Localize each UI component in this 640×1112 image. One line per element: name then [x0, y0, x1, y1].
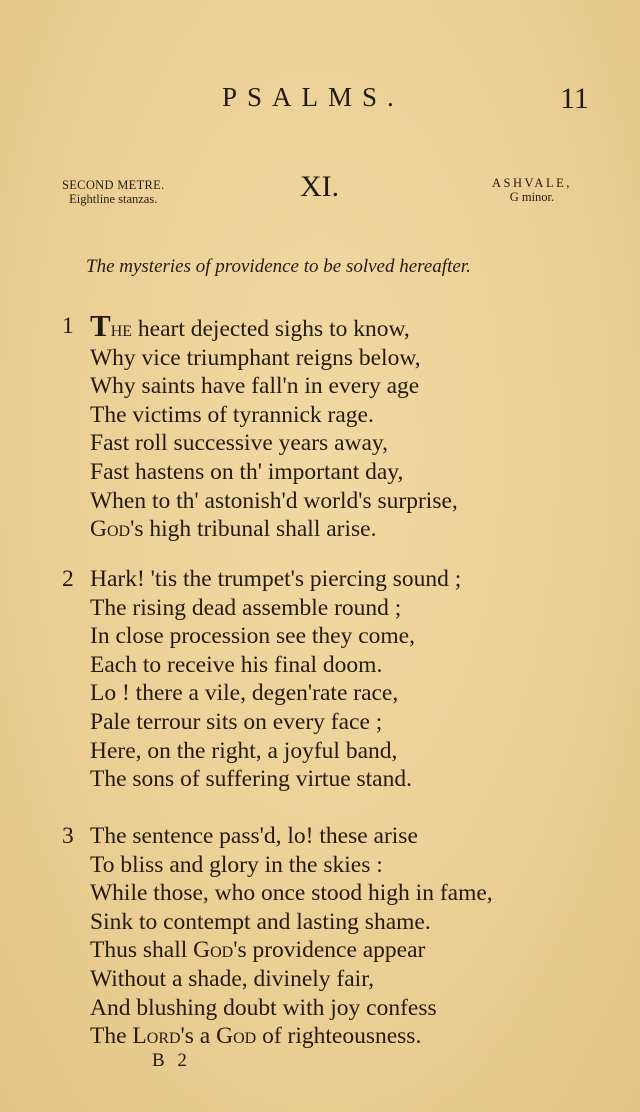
verse-line: In close procession see they come, — [90, 623, 415, 650]
stanza-number: 3 — [62, 823, 74, 849]
verse-line: The Lord's a God of righteousness. — [90, 1023, 422, 1050]
verse-line: Without a shade, divinely fair, — [90, 965, 374, 992]
verse-line: Here, on the right, a joyful band, — [90, 737, 398, 764]
metre-name: SECOND METRE. — [62, 178, 165, 192]
psalm-number: XI. — [300, 170, 340, 203]
stanza-number: 2 — [62, 566, 74, 592]
tune-label — [492, 176, 572, 204]
verse-line: Why vice triumphant reigns below, — [90, 344, 421, 371]
stanza-1 — [62, 308, 458, 544]
signature-mark: B 2 — [152, 1050, 191, 1071]
metre-stanza-form: Eightline stanzas. — [69, 192, 158, 206]
verse-line: God's high tribunal shall arise. — [90, 516, 377, 543]
verse-line: Pale terrour sits on every face ; — [90, 708, 383, 735]
verse-line: Each to receive his final doom. — [90, 651, 383, 678]
verse-text: Hark! 'tis the trumpet's piercing sound ; — [90, 566, 462, 592]
verse-line: The rising dead assemble round ; — [90, 594, 402, 621]
verse-line — [62, 822, 493, 851]
running-title: PSALMS. — [222, 82, 404, 112]
metre-label — [62, 178, 165, 206]
verse-line: Fast hastens on th' important day, — [90, 458, 404, 485]
stanza-3 — [62, 822, 493, 1051]
verse-text: The heart dejected sighs to know, — [90, 308, 410, 343]
verse-line: While those, who once stood high in fame, — [90, 880, 493, 907]
tune-name: ASHVALE, — [492, 176, 572, 190]
psalm-argument: The mysteries of providence to be solved hereafter. — [86, 256, 471, 277]
verse-line: Thus shall God's providence appear — [90, 937, 426, 964]
stanza-number: 1 — [62, 313, 74, 339]
verse-line: When to th' astonish'd world's surprise, — [90, 487, 458, 514]
verse-line: Fast roll successive years away, — [90, 430, 389, 457]
verse-line: And blushing doubt with joy confess — [90, 994, 437, 1021]
verse-line: To bliss and glory in the skies : — [90, 851, 383, 878]
stanza-2 — [62, 565, 461, 794]
verse-line: The sons of suffering virtue stand. — [90, 766, 412, 793]
verse-line: Lo ! there a vile, degen'rate race, — [90, 680, 399, 707]
verse-line: Why saints have fall'n in every age — [90, 373, 420, 400]
verse-line: The victims of tyrannick rage. — [90, 401, 374, 428]
tune-key: G minor. — [509, 190, 555, 204]
verse-line — [62, 565, 461, 594]
verse-line — [62, 308, 458, 344]
page-number: 11 — [560, 82, 589, 115]
verse-text: The sentence pass'd, lo! these arise — [90, 823, 418, 849]
verse-line: Sink to contempt and lasting shame. — [90, 908, 431, 935]
